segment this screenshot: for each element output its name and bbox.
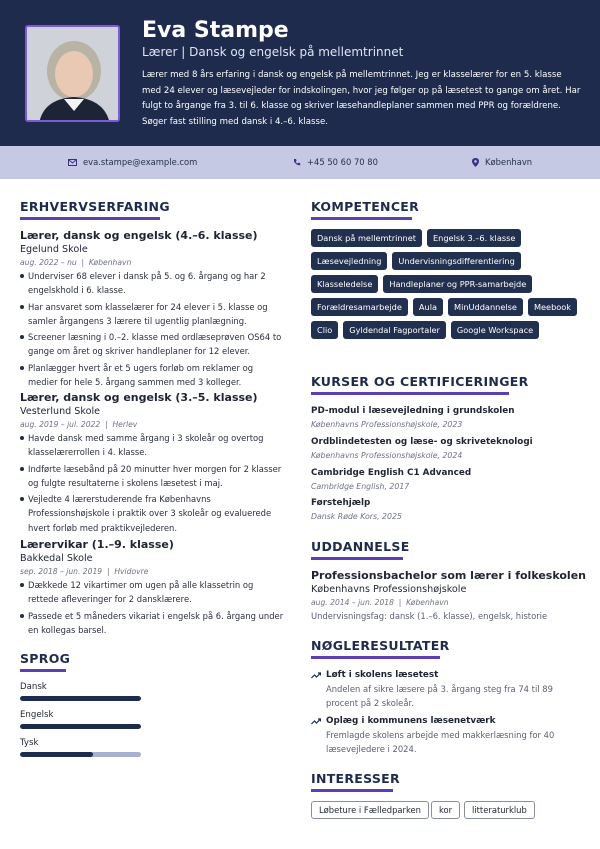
job-bullet: Indførte læsebånd på 20 minutter hver morgen for 2 klasser og fulgte resultaterne i skolens læsetest i maj. xyxy=(20,462,285,491)
language-name: Dansk xyxy=(20,682,47,692)
phone-icon xyxy=(293,158,301,166)
section-heading-results: NØGLERESULTATER xyxy=(311,638,450,653)
section-heading-interests: INTERESSER xyxy=(311,771,400,786)
section-heading-skills: KOMPETENCER xyxy=(311,199,420,214)
location-text: København xyxy=(485,157,533,167)
section-heading-experience: ERHVERVSERFARING xyxy=(20,199,170,214)
education-subjects: Undervisningsfag: dansk (1.–6. klasse), engelsk, historie xyxy=(311,611,548,621)
meta-separator: | xyxy=(106,567,110,576)
course-provider: Københavns Professionshøjskole, 2024 xyxy=(311,451,463,460)
skill-tag: Forældresamarbejde xyxy=(311,298,408,316)
phone-text: +45 50 60 70 80 xyxy=(307,157,378,167)
skill-tag: Meebook xyxy=(528,298,577,316)
section-underline xyxy=(311,557,403,560)
job-bullet: Underviser 68 elever i dansk på 5. og 6. årgang og har 2 engelskhold i 6. klasse. xyxy=(20,269,285,298)
result-title: Oplæg i kommunens læsenetværk xyxy=(326,716,496,726)
skill-tag: Handleplaner og PPR-samarbejde xyxy=(383,275,532,293)
course-title: Cambridge English C1 Advanced xyxy=(311,468,472,478)
language-level-bar xyxy=(20,752,141,757)
section-underline xyxy=(20,669,66,672)
job-bullet: Screener læsning i 0.–2. klasse med ordlæseprøven OS64 to gange om året og skriver handleplaner for 12 elever. xyxy=(20,330,285,359)
job-bullets xyxy=(20,269,285,391)
profile-summary: Lærer med 8 års erfaring i dansk og engelsk på mellemtrinnet. Jeg er klasselærer for en 5. klasse med 24 elever og læsevejleder for indskolingen, hvor jeg følger op på læsetest to gange om året. Har fulgt to årgange fra 3. til 6. klasse og skriver læsehandleplaner sammen med PPR og forældrene. Søger fast stilling med dansk i 4.–6. klasse. xyxy=(142,70,581,127)
skill-tag: Klasseledelse xyxy=(311,275,378,293)
education-period: aug. 2014 – jun. 2018 xyxy=(311,598,394,607)
interest-tag: kor xyxy=(431,801,460,819)
skills-tags xyxy=(311,229,591,344)
job-company: Vesterlund Skole xyxy=(20,406,101,417)
result-description: Andelen af sikre læsere på 3. årgang steg fra 74 til 89 procent på 2 skoleår. xyxy=(326,684,553,708)
meta-separator: | xyxy=(105,420,108,429)
course-provider: Københavns Professionshøjskole, 2023 xyxy=(311,420,463,429)
job-meta xyxy=(20,567,148,576)
skill-tag: Clio xyxy=(311,321,338,339)
interest-tag: Løbeture i Fælledparken xyxy=(311,801,429,819)
result-title: Løft i skolens læsetest xyxy=(326,670,439,680)
job-bullet: Vejledte 4 lærerstuderende fra Københavns Professionshøjskole i praktik over 3 skoleår og evaluerede hvert forløb med praktikvejlederen. xyxy=(20,492,285,535)
contact-bar xyxy=(0,146,600,179)
trend-up-icon xyxy=(311,672,321,679)
job-period: sep. 2018 – jun. 2019 xyxy=(20,567,103,576)
email-text: eva.stampe@example.com xyxy=(83,157,198,167)
section-heading-education: UDDANNELSE xyxy=(311,539,410,554)
language-level-fill xyxy=(20,724,141,729)
education-school: Københavns Professionshøjskole xyxy=(311,584,467,595)
job-meta xyxy=(20,420,137,429)
skill-tag: Google Workspace xyxy=(451,321,539,339)
language-level-fill xyxy=(20,752,93,757)
job-location: Hvidovre xyxy=(114,567,149,576)
result-description: Fremlagde skolens arbejde med makkerlæsning for 40 læsevejledere i 2024. xyxy=(326,730,555,754)
language-level-fill xyxy=(20,696,141,701)
skill-tag: Gyldendal Fagportaler xyxy=(343,321,446,339)
course-title: Ordblindetesten og læse- og skriveteknologi xyxy=(311,437,533,447)
job-bullet: Havde dansk med samme årgang i 3 skoleår og overtog klasselærerrollen i 4. klasse. xyxy=(20,431,285,460)
skill-tag: MinUddannelse xyxy=(448,298,523,316)
section-heading-languages: SPROG xyxy=(20,651,71,666)
skill-tag: Engelsk 3.–6. klasse xyxy=(427,229,521,247)
trend-up-icon xyxy=(311,718,321,725)
candidate-title: Lærer | Dansk og engelsk på mellemtrinnet xyxy=(142,45,404,59)
skill-tag: Aula xyxy=(413,298,443,316)
language-name: Engelsk xyxy=(20,710,54,720)
course-title: Førstehjælp xyxy=(311,498,371,508)
education-meta xyxy=(311,598,449,607)
contact-phone[interactable] xyxy=(293,157,378,167)
candidate-name: Eva Stampe xyxy=(142,18,289,43)
job-bullet: Har ansvaret som klasselærer for 24 elever i 5. klasse og samler årgangens 3 lærere til ugentlig planlægning. xyxy=(20,300,285,329)
job-location: Herlev xyxy=(112,420,138,429)
resume-header xyxy=(0,0,600,146)
language-level-bar xyxy=(20,724,141,729)
contact-email[interactable] xyxy=(68,157,197,167)
job-bullets xyxy=(20,431,285,537)
course-provider: Dansk Røde Kors, 2025 xyxy=(311,512,402,521)
job-company: Bakkedal Skole xyxy=(20,553,93,564)
job-title: Lærer, dansk og engelsk (4.–6. klasse) xyxy=(20,229,258,242)
section-underline xyxy=(20,217,160,220)
job-location: København xyxy=(88,258,132,267)
section-underline xyxy=(311,656,440,659)
language-level-bar xyxy=(20,696,141,701)
meta-separator: | xyxy=(398,598,402,607)
job-bullet: Passede et 5 måneders vikariat i engelsk på 6. årgang under en kollegas barsel. xyxy=(20,609,285,638)
skill-tag: Dansk på mellemtrinnet xyxy=(311,229,422,247)
section-underline xyxy=(311,789,393,792)
course-provider: Cambridge English, 2017 xyxy=(311,482,410,491)
skill-tag: Undervisningsdifferentiering xyxy=(392,252,520,270)
location-pin-icon xyxy=(472,158,479,167)
language-name: Tysk xyxy=(20,738,39,748)
job-bullet: Planlægger hvert år et 5 ugers forløb om reklamer og medier for hele 5. årgang sammen med 3 kolleger. xyxy=(20,361,285,390)
section-heading-courses: KURSER OG CERTIFICERINGER xyxy=(311,374,529,389)
job-bullets xyxy=(20,578,285,639)
section-underline xyxy=(311,217,412,220)
job-period: aug. 2022 – nu xyxy=(20,258,77,267)
job-company: Egelund Skole xyxy=(20,244,88,255)
education-degree: Professionsbachelor som lærer i folkeskolen xyxy=(311,569,586,582)
job-title: Lærervikar (1.–9. klasse) xyxy=(20,538,174,551)
meta-separator: | xyxy=(81,258,85,267)
job-period: aug. 2019 – jul. 2022 xyxy=(20,420,101,429)
job-title: Lærer, dansk og engelsk (3.–5. klasse) xyxy=(20,391,258,404)
profile-photo xyxy=(25,25,120,122)
education-location: København xyxy=(406,598,449,607)
section-underline xyxy=(311,392,509,395)
course-title: PD-modul i læsevejledning i grundskolen xyxy=(311,406,515,416)
job-meta xyxy=(20,258,131,267)
email-icon xyxy=(68,159,77,166)
skill-tag: Læsevejledning xyxy=(311,252,387,270)
job-bullet: Dækkede 12 vikartimer om ugen på alle klassetrin og rettede afleveringer for 2 dansklærere. xyxy=(20,578,285,607)
interest-tag: litteraturklub xyxy=(464,801,535,819)
contact-location xyxy=(472,157,532,167)
